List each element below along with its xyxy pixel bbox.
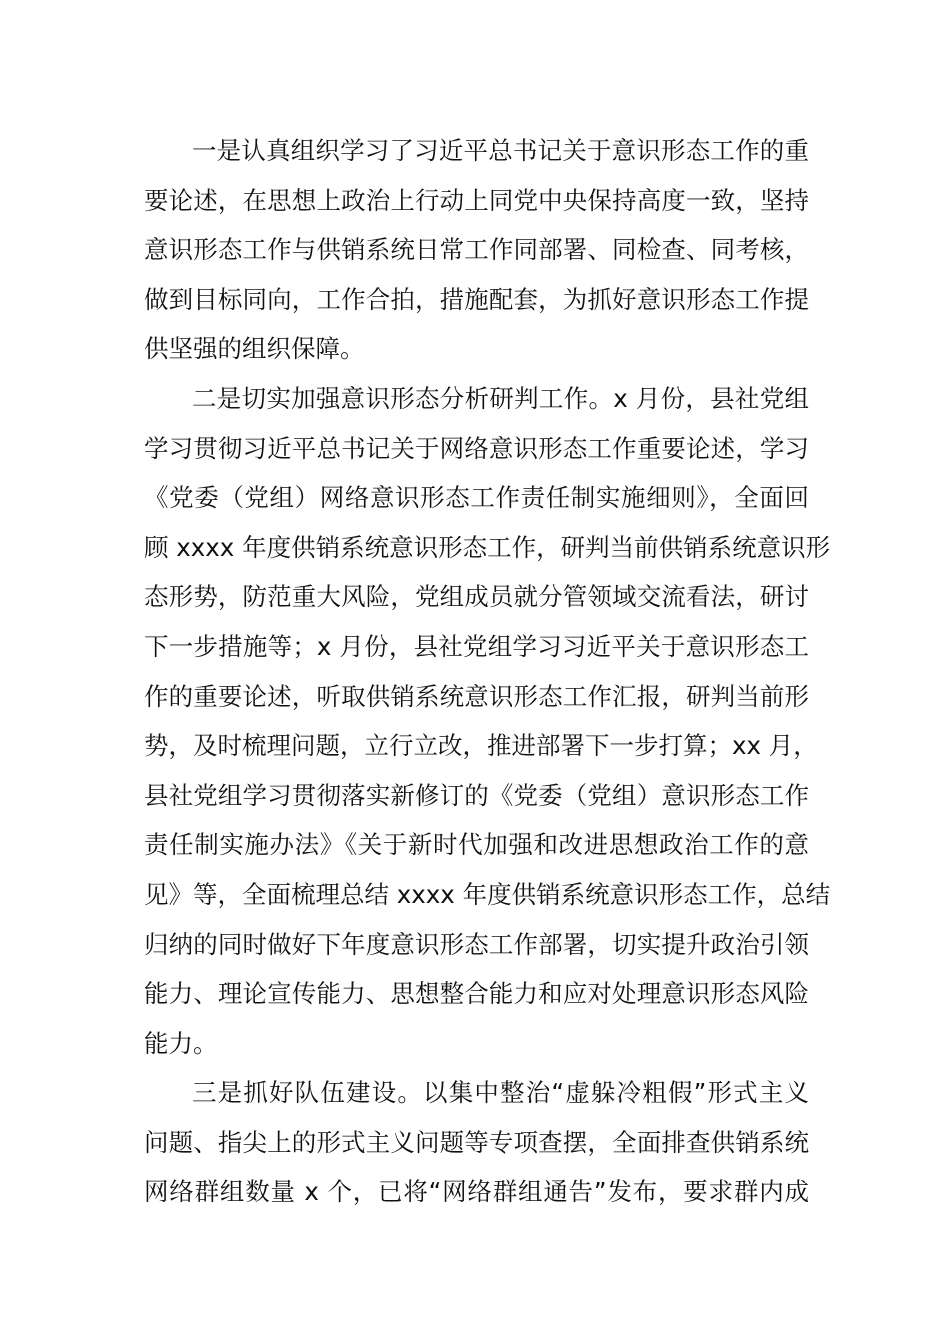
text-line: 态形势，防范重大风险，党组成员就分管领域交流看法，研讨: [144, 582, 809, 612]
paragraph-1: [144, 126, 809, 374]
text-line: 势，及时梳理问题，立行立改，推进部署下一步打算；xx 月，: [144, 731, 818, 761]
text-line: 顾 xxxx 年度供销系统意识形态工作，研判当前供销系统意识形: [144, 532, 831, 562]
text-line: 网络群组数量 x 个，已将“网络群组通告”发布，要求群内成: [144, 1177, 809, 1207]
text-line: 问题、指尖上的形式主义问题等专项查摆，全面排查供销系统: [144, 1127, 809, 1157]
text-line: 县社党组学习贯彻落实新修订的《党委（党组）意识形态工作: [144, 780, 809, 810]
text-line: 《党委（党组）网络意识形态工作责任制实施细则》，全面回: [144, 483, 809, 513]
text-line: 三是抓好队伍建设。以集中整治“虚躲冷粗假”形式主义: [192, 1078, 809, 1108]
text-line: 做到目标同向，工作合拍，措施配套，为抓好意识形态工作提: [144, 284, 809, 314]
text-line: 二是切实加强意识形态分析研判工作。x 月份，县社党组: [192, 383, 809, 413]
paragraph-2: [144, 374, 831, 1068]
text-line: 作的重要论述，听取供销系统意识形态工作汇报，研判当前形: [144, 681, 809, 711]
text-line: 归纳的同时做好下年度意识形态工作部署，切实提升政治引领: [144, 929, 809, 959]
text-line: 能力。: [144, 1028, 218, 1058]
text-line: 下一步措施等；x 月份，县社党组学习习近平关于意识形态工: [144, 631, 809, 661]
text-line: 要论述，在思想上政治上行动上同党中央保持高度一致，坚持: [144, 185, 809, 215]
text-line: 一是认真组织学习了习近平总书记关于意识形态工作的重: [192, 136, 809, 165]
text-line: 见》等，全面梳理总结 xxxx 年度供销系统意识形态工作，总结: [144, 879, 831, 909]
document-body: [144, 126, 831, 1217]
text-line: 责任制实施办法》《关于新时代加强和改进思想政治工作的意: [144, 830, 809, 860]
paragraph-3: [144, 1068, 809, 1217]
text-line: 供坚强的组织保障。: [144, 334, 365, 364]
text-line: 能力、理论宣传能力、思想整合能力和应对处理意识形态风险: [144, 979, 809, 1009]
text-line: 意识形态工作与供销系统日常工作同部署、同检查、同考核，: [144, 235, 809, 265]
text-line: 学习贯彻习近平总书记关于网络意识形态工作重要论述，学习: [144, 433, 809, 463]
